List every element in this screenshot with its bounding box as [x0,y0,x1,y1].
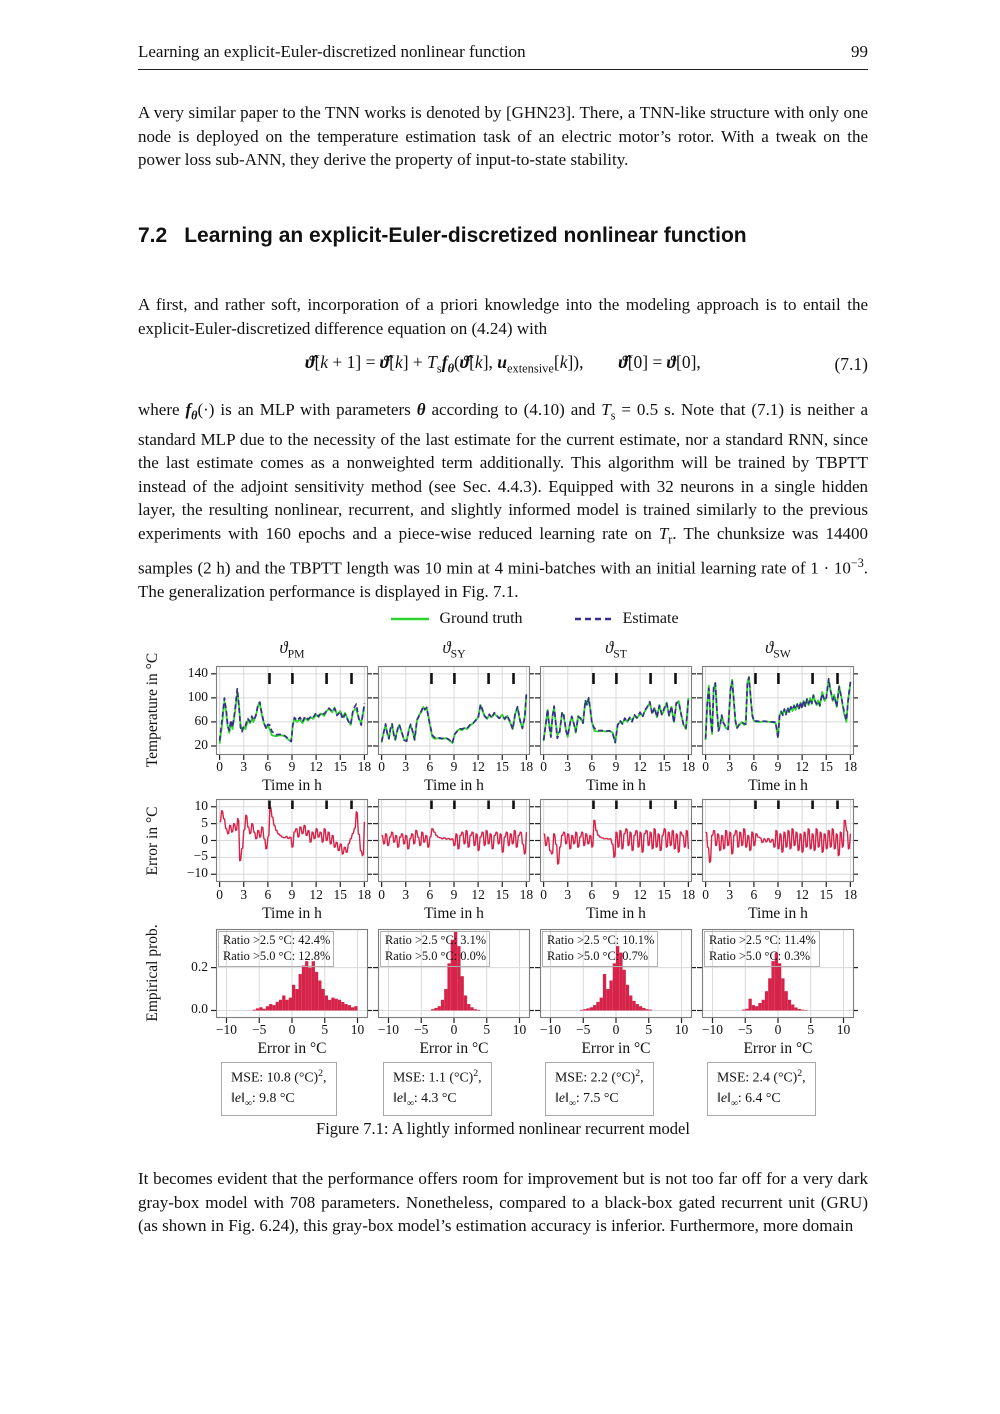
x-tick-label: 9 [288,887,296,902]
x-tick-label: 18 [519,759,534,774]
x-tick-label: −10 [377,1022,400,1037]
x-axis-title: Time in h [262,777,322,794]
x-axis-title: Time in h [262,905,322,922]
plot-row1-ST [540,666,692,755]
y-axis-label-row2: Error in °C [144,806,161,876]
y-axis-label-row1: Temperature in °C [144,652,161,768]
x-tick-label: 0 [774,1022,782,1037]
x-tick-label: −5 [576,1022,591,1037]
x-tick-label: 18 [681,887,696,902]
x-tick-label: −10 [701,1022,724,1037]
figure-caption: Figure 7.1: A lightly informed nonlinear recurrent model [316,1119,690,1138]
x-tick-label: 3 [402,887,410,902]
x-tick-label: 15 [333,887,347,902]
x-tick-label: 6 [750,887,758,902]
plot-row2-SW [702,799,854,882]
equation-body: ϑ̂[k + 1] = ϑ̂[k] + $T_sf_\theta(ϑ̂[k]$, $u_{extensive}[k]$), ϑ̂[0] = ϑ[0], [305,352,701,376]
x-tick-label: 6 [264,759,272,774]
y-tick-label: 100 [187,688,208,704]
x-tick-label: 18 [519,887,534,902]
section-number: 7.2 [138,224,168,247]
x-tick-label: 3 [402,759,410,774]
x-tick-label: 0 [540,887,547,902]
x-tick-label: 10 [350,1022,365,1037]
paragraph-3: where $f_\theta(\cdot)$ is an MLP with parameters θ according to (4.10) and $T_s = 0.5$ s. Note that (7.1) is neither a standard MLP due to the necessity of the last estimate for the current estimate, nor a standard RNN, since the last estimate comes as a nonweighted term additionally. This algorithm will be trained by TBPTT instead of the adjoint sensitivity method (see Sec. 4.4.3). Equipped with 32 neurons in a single hidden layer, the resulting nonlinear, recurrent, and slightly informed model is trained similarly to the previous experiments with 160 epochs and a piece-wise reduced learning rate on $T_r$. The chunksize was 14400 samples (2 h) and the TBPTT length was 10 min at 4 mini-batches with an initial learning rate of $1 \cdot 10^{-3}$. The generalization performance is displayed in Fig. 7.1. [138,400,868,601]
legend-label: Estimate [622,610,679,627]
x-axis-title: Time in h [424,777,484,794]
x-tick-label: 9 [612,887,620,902]
x-tick-label: 0 [702,759,709,774]
ratio-annotation-SY: Ratio >2.5 °C: 3.1% Ratio >5.0 °C: 0.0% [380,931,490,967]
section-title: Learning an explicit-Euler-discretized nonlinear function [184,224,747,247]
x-tick-label: 5 [321,1022,329,1037]
x-tick-label: 15 [495,759,509,774]
plot-title-SY: $ϑ_{SY}$ [442,638,466,661]
x-tick-label: 15 [657,887,671,902]
x-tick-label: 6 [750,759,758,774]
x-tick-label: 9 [774,887,782,902]
x-tick-label: 10 [674,1022,689,1037]
x-axis-title: Time in h [586,777,646,794]
y-tick-label: 5 [201,814,208,830]
figure-legend [0,610,1000,628]
x-tick-label: 3 [726,759,734,774]
x-tick-label: 12 [633,759,647,774]
x-tick-label: 10 [836,1022,851,1037]
x-tick-label: 0 [540,759,547,774]
paragraph-1: A very similar paper to the TNN works is denoted by [GHN23]. There, a TNN-like structure with only one node is deployed on the temperature estimation task of an electric motor’s rotor. With a tweak on the power loss sub-ANN, they derive the property of input-to-state stability. [138,103,868,169]
x-tick-label: 12 [795,759,809,774]
x-tick-label: 9 [450,887,458,902]
header-title: Learning an explicit-Euler-discretized nonlinear function [138,42,526,61]
x-tick-label: 9 [774,759,782,774]
x-tick-label: −10 [539,1022,562,1037]
x-tick-label: 3 [564,759,572,774]
x-tick-label: 15 [819,759,833,774]
x-tick-label: 15 [495,887,509,902]
x-tick-label: 5 [645,1022,653,1037]
x-axis-title: Error in °C [581,1040,651,1057]
x-tick-label: 0 [216,759,223,774]
x-tick-label: 6 [588,887,596,902]
x-tick-label: 15 [333,759,347,774]
paragraph-4: It becomes evident that the performance offers room for improvement but is not too far off for a very dark gray-box model with 708 parameters. Nonetheless, compared to a black-box gated recurrent unit (GRU) (as shown in Fig. 6.24), this gray-box model’s estimation accuracy is inferior. Furthermore, more domain [138,1169,868,1235]
x-tick-label: 12 [633,887,647,902]
plot-row1-SW [702,666,854,755]
x-tick-label: −5 [738,1022,753,1037]
x-tick-label: 12 [471,759,485,774]
plot-row2-SY [378,799,530,882]
x-tick-label: 18 [681,759,696,774]
x-tick-label: 18 [357,887,372,902]
plot-row1-SY [378,666,530,755]
x-tick-label: 3 [240,887,248,902]
paragraph-2: A first, and rather soft, incorporation of a priori knowledge into the modeling approach is to entail the explicit-Euler-discretized difference equation on (4.24) with [138,295,868,338]
x-tick-label: 12 [309,759,323,774]
y-axis-label-row3: Empirical prob. [144,924,161,1022]
x-tick-label: 9 [450,759,458,774]
x-tick-label: 0 [702,887,709,902]
plot-title-SW: $ϑ_{SW}$ [765,638,791,661]
y-tick-label: 60 [194,712,208,728]
x-axis-title: Time in h [424,905,484,922]
y-tick-label: 0.2 [191,958,208,974]
x-tick-label: 3 [726,887,734,902]
ratio-annotation-PM: Ratio >2.5 °C: 42.4% Ratio >5.0 °C: 12.8% [218,931,334,967]
plot-row2-PM [216,799,368,882]
x-tick-label: 12 [309,887,323,902]
x-tick-label: 6 [588,759,596,774]
plot-title-ST: $ϑ_{ST}$ [605,638,627,661]
plot-title-PM: $ϑ_{PM}$ [279,638,305,661]
x-tick-label: 9 [612,759,620,774]
mse-box-SY: MSE: 1.1 $(^\circ C)^2$, $‖e‖_\infty$: 4.3 °C [383,1062,492,1116]
x-tick-label: 6 [264,887,272,902]
x-tick-label: 3 [564,887,572,902]
x-tick-label: −5 [414,1022,429,1037]
x-axis-title: Time in h [586,905,646,922]
y-tick-label: 20 [194,736,208,752]
equation-number: (7.1) [834,354,868,374]
x-tick-label: 6 [426,759,434,774]
plot-row2-ST [540,799,692,882]
mse-box-SW: MSE: 2.4 $(^\circ C)^2$, $‖e‖_\infty$: 6.4 °C [707,1062,816,1116]
x-tick-label: 12 [471,887,485,902]
y-tick-label: 10 [194,797,208,813]
x-tick-label: 6 [426,887,434,902]
mse-box-PM: MSE: 10.8 $(^\circ C)^2$, $‖e‖_\infty$: 9.8 °C [221,1062,337,1116]
legend-label: Ground truth [439,610,523,627]
y-tick-label: 0.0 [191,1001,208,1017]
ratio-annotation-SW: Ratio >2.5 °C: 11.4% Ratio >5.0 °C: 0.3% [704,931,820,967]
x-tick-label: −10 [215,1022,238,1037]
x-tick-label: 15 [657,759,671,774]
x-tick-label: 0 [378,759,385,774]
x-axis-title: Error in °C [419,1040,489,1057]
x-tick-label: 0 [612,1022,620,1037]
y-tick-label: −10 [186,865,208,881]
x-tick-label: 18 [843,887,858,902]
x-tick-label: 12 [795,887,809,902]
x-axis-title: Error in °C [257,1040,327,1057]
legend-item-ground-truth [391,610,522,628]
x-tick-label: 18 [843,759,858,774]
x-tick-label: −5 [252,1022,267,1037]
x-tick-label: 10 [512,1022,527,1037]
x-tick-label: 0 [378,887,385,902]
y-tick-label: 140 [187,664,208,680]
x-tick-label: 0 [288,1022,296,1037]
x-tick-label: 9 [288,759,296,774]
plot-row1-PM [216,666,368,755]
x-axis-title: Error in °C [743,1040,813,1057]
y-tick-label: 0 [201,831,208,847]
mse-box-ST: MSE: 2.2 $(^\circ C)^2$, $‖e‖_\infty$: 7.5 °C [545,1062,654,1116]
page-number: 99 [851,42,868,61]
ground-truth-line-sample [391,616,429,622]
legend-item-estimate [575,610,679,628]
x-tick-label: 15 [819,887,833,902]
x-tick-label: 18 [357,759,372,774]
ratio-annotation-ST: Ratio >2.5 °C: 10.1% Ratio >5.0 °C: 0.7% [542,931,658,967]
y-tick-label: −5 [193,848,208,864]
x-tick-label: 0 [216,887,223,902]
x-axis-title: Time in h [748,777,808,794]
x-tick-label: 3 [240,759,248,774]
x-tick-label: 5 [483,1022,491,1037]
estimate-line-sample [575,616,613,622]
x-tick-label: 0 [450,1022,458,1037]
x-tick-label: 5 [807,1022,815,1037]
x-axis-title: Time in h [748,905,808,922]
